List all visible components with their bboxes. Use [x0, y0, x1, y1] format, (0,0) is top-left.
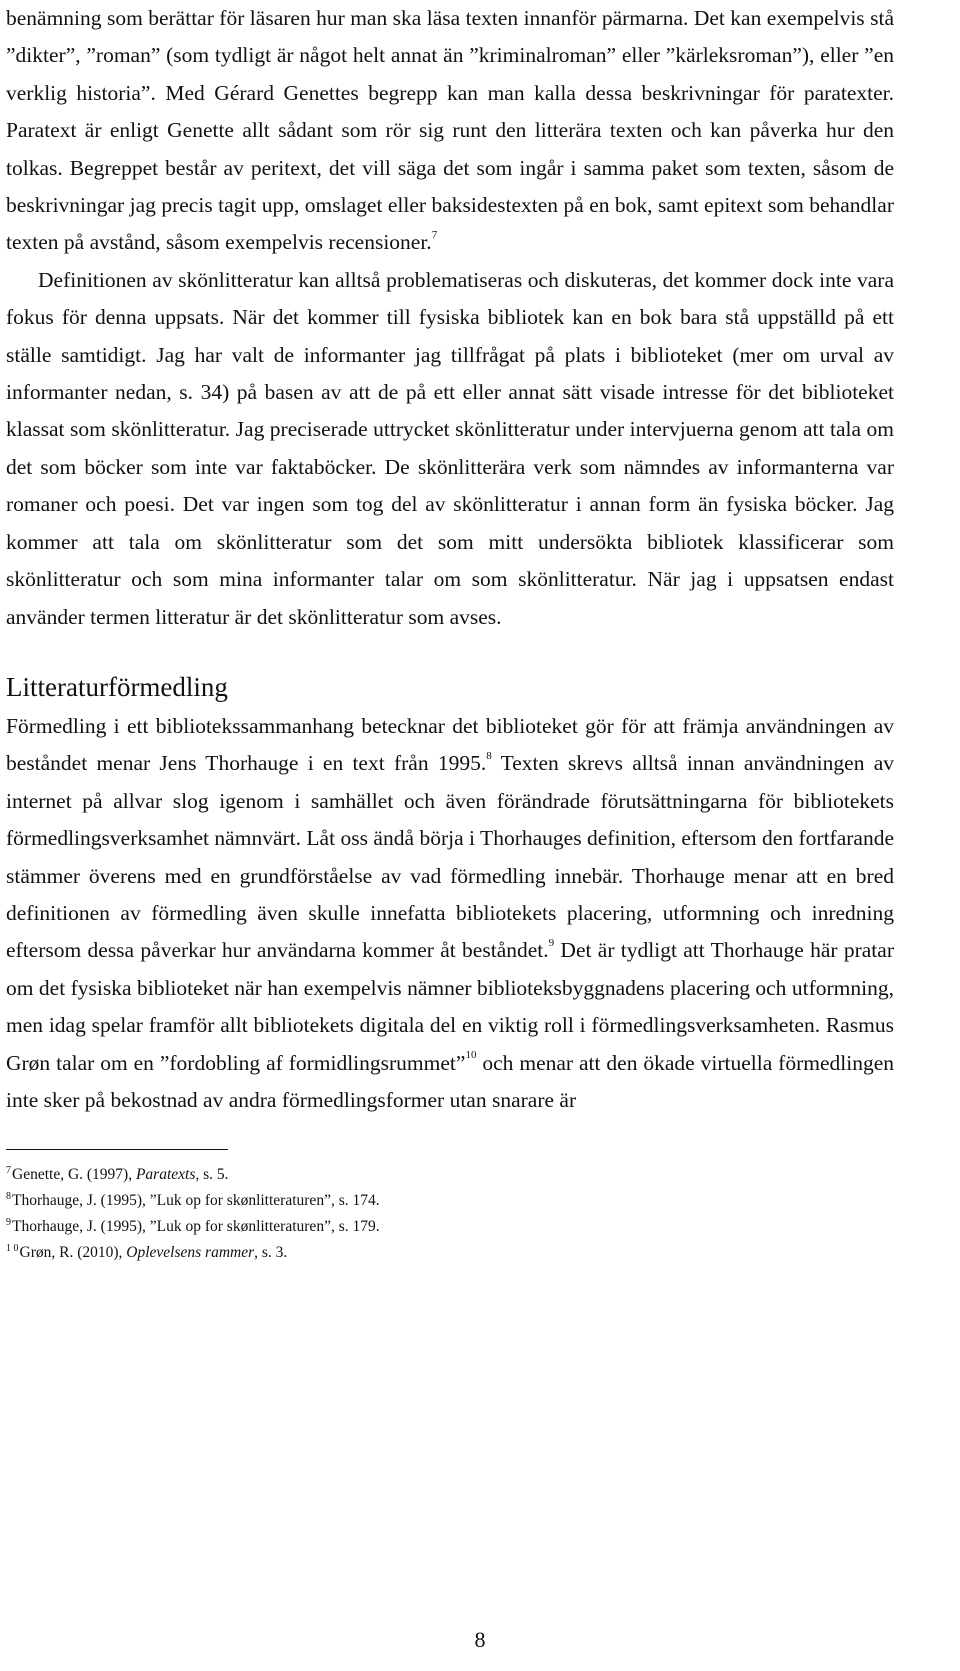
body-paragraph-2	[6, 262, 894, 636]
footnote-number: 8	[6, 1191, 11, 1203]
footnote-7	[6, 1162, 894, 1188]
footnote-10	[6, 1240, 894, 1266]
footnote-number: 1 0	[6, 1243, 19, 1255]
footnote-8	[6, 1188, 894, 1214]
footnote-text: , s. 3.	[254, 1244, 288, 1262]
footnote-text: Grøn, R. (2010),	[19, 1244, 127, 1262]
section-heading: Litteraturförmedling	[6, 671, 228, 702]
document-page	[6, 0, 894, 1266]
page-number: 8	[474, 1627, 486, 1652]
footnote-text: , s. 5.	[195, 1166, 229, 1184]
paragraph-text: Definitionen av skönlitteratur kan alltså problematiseras och diskuteras, det kommer dock inte vara fokus för denna uppsats. När det kommer till fysiska bibliotek kan en bok bara stå uppställd på ett ställe samtidigt. Jag har valt de informanter jag tillfrågat på plats i biblioteket (mer om urval av informanter nedan, s. 34) på basen av att de på ett eller annat sätt visade intresse för det biblioteket klassat som skönlitteratur. Jag preciserade uttrycket skönlitteratur under intervjuerna genom att tala om det som böcker som inte var faktaböcker. De skönlitterära verk som nämndes av informanterna var romaner och poesi. Det var ingen som tog del av skönlitteratur i annan form än fysiska böcker. Jag kommer att tala om skönlitteratur som det som mitt undersökta bibliotek klassificerar som skönlitteratur och som mina informanter talar om som skönlitteratur. När jag i uppsatsen endast använder termen litteratur är det skönlitteratur som avses.	[6, 267, 894, 629]
footnote-title: Paratexts	[135, 1166, 196, 1184]
footnote-separator	[6, 1149, 228, 1150]
footnote-ref-8: 8	[486, 750, 492, 763]
footnote-number: 7	[6, 1165, 11, 1177]
paragraph-text: Texten skrevs alltså innan användningen av internet på allvar slog igenom i samhället och även förändrade förutsättningarna för bibliotekets förmedlingsverksamhet nämnvärt. Låt oss ändå börja i Thorhauges definition, eftersom den fortfarande stämmer överens med en grundförståelse av vad förmedling innebär. Thorhauge menar att en bred definitionen av förmedling även skulle innefatta bibliotekets placering, utformning och inredning eftersom dessa påverkar hur användarna kommer åt beståndet.	[6, 751, 894, 963]
footnote-ref-9: 9	[548, 937, 555, 950]
paragraph-text: och menar att den ökade virtuella förmedlingen inte sker på bekostnad av andra förmedlingsformer utan snarare är	[6, 1050, 895, 1112]
footnote-text: Genette, G. (1997),	[12, 1166, 136, 1184]
paragraph-text: Förmedling i ett bibliotekssammanhang betecknar det biblioteket gör för att främja användningen av beståndet menar Jens Thorhauge i en text från 1995.	[6, 713, 894, 776]
section-paragraph	[6, 708, 894, 1119]
paragraph-text: benämning som berättar för läsaren hur man ska läsa texten innanför pärmarna. Det kan exempelvis stå ”dikter”, ”roman” (som tydligt är något helt annat än ”kriminalroman” eller ”kärleksroman”), eller ”en verklig historia”. Med Gérard Genettes begrepp kan man kalla dessa beskrivningar för paratexter. Paratext är enligt Genette allt sådant som rör sig runt den litterära texten och kan påverka hur den tolkas. Begreppet består av peritext, det vill säga det som ingår i samma paket som texten, såsom de beskrivningar jag precis tagit upp, omslaget eller baksidestexten på en bok, samt epitext som behandlar texten på avstånd, såsom exempelvis recensioner.	[6, 6, 894, 255]
footnote-text: Thorhauge, J. (1995), ”Luk op for skønlitteraturen”, s. 174.	[12, 1192, 380, 1210]
footnote-ref-10: 10	[465, 1049, 477, 1062]
body-paragraph-1	[6, 0, 894, 262]
footnote-title: Oplevelsens rammer	[126, 1244, 255, 1262]
paragraph-text: Det är tydligt att Thorhauge här pratar om det fysiska biblioteket när han exempelvis nämner biblioteksbyggnadens placering och utformning, men idag spelar framför allt bibliotekets digitala del en viktig roll i förmedlingsverksamheten. Rasmus Grøn talar om en ”fordobling af formidlingsrummet”	[6, 938, 894, 1075]
footnote-text: Thorhauge, J. (1995), ”Luk op for skønlitteraturen”, s. 179.	[12, 1218, 380, 1236]
footnote-number: 9	[6, 1217, 11, 1229]
footnote-9	[6, 1214, 894, 1240]
footnote-ref-7: 7	[431, 229, 438, 242]
footnotes	[6, 1162, 894, 1266]
